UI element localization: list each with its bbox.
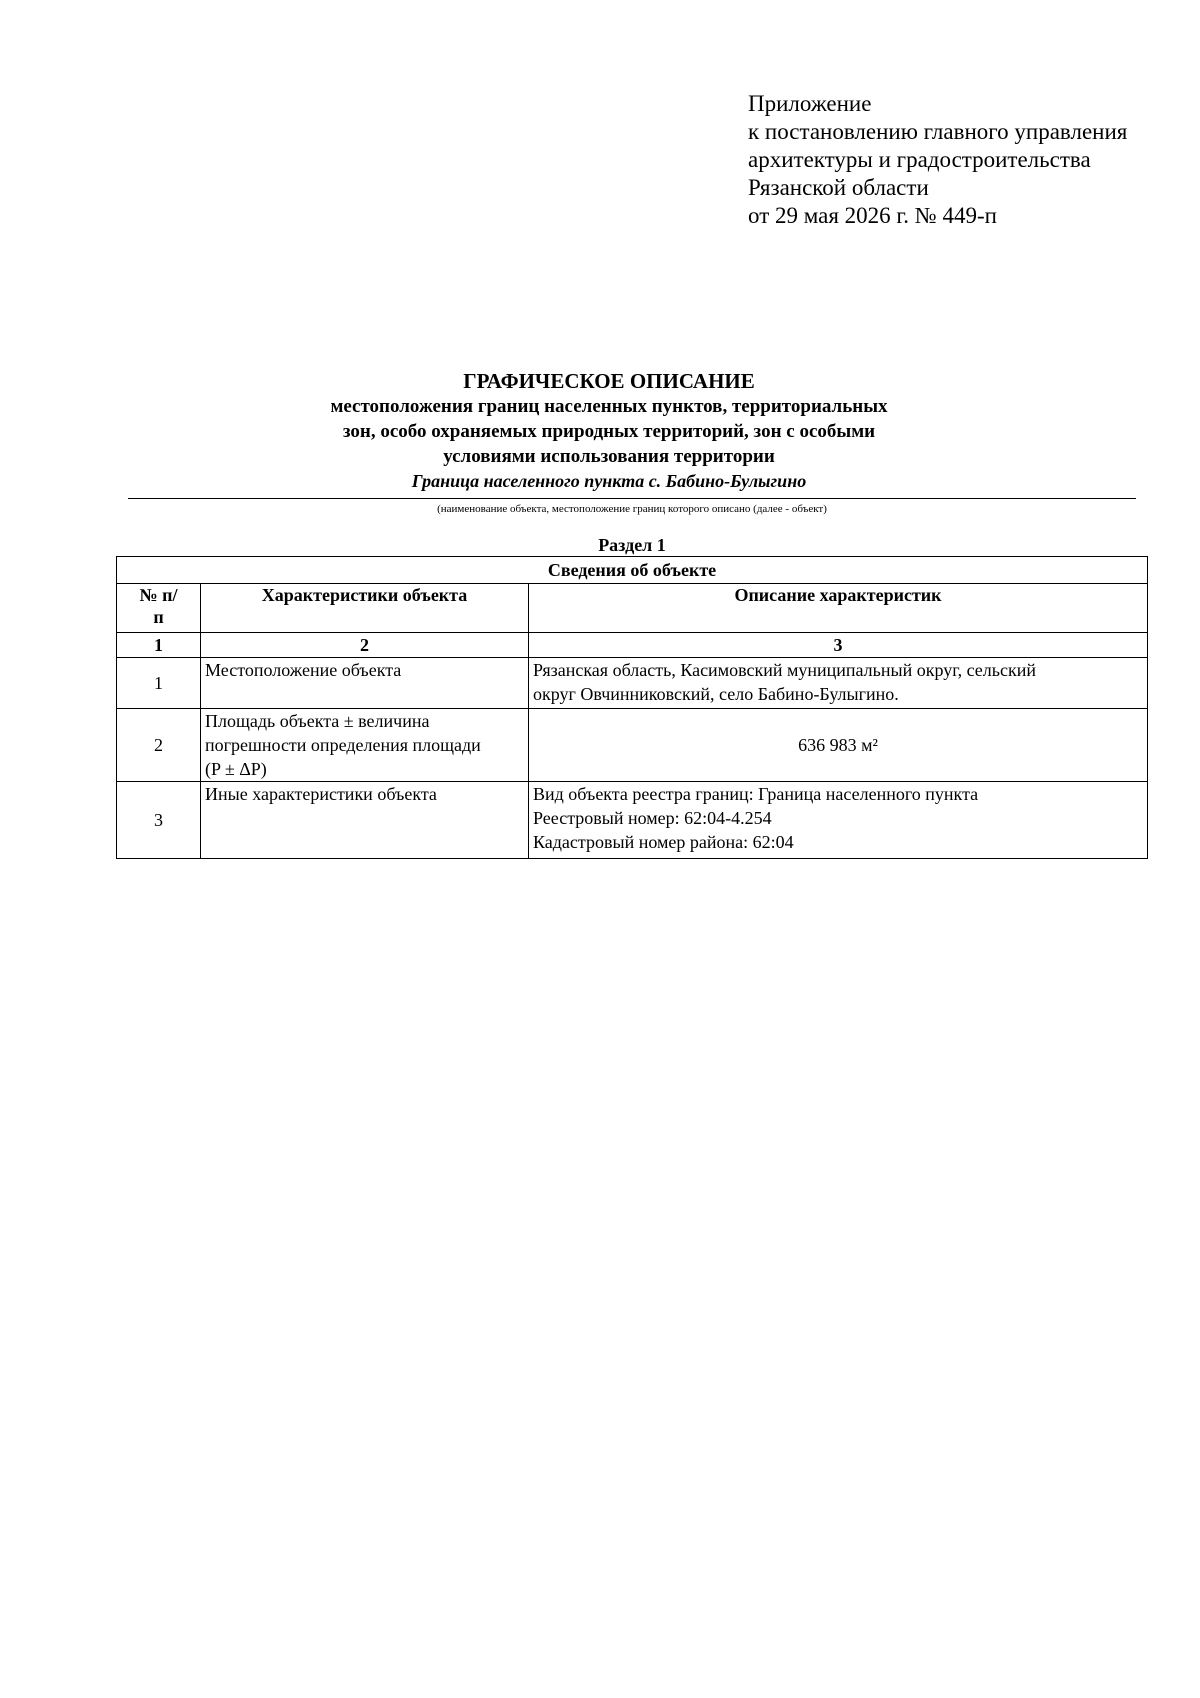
appendix-line: Приложение [748, 91, 872, 116]
document-subtitle-line: местоположения границ населенных пунктов, территориальных [330, 396, 888, 417]
appendix-line: к постановлению главного управления [748, 119, 1128, 144]
header-characteristics: Характеристики объекта [201, 584, 529, 633]
appendix-date-line: от 29 мая 2026 г. № 449-п [748, 203, 997, 228]
column-number: 2 [201, 633, 529, 658]
document-subtitle-line: условиями использования территории [443, 446, 775, 467]
row-number: 1 [117, 658, 201, 709]
table-caption: Сведения об объекте [117, 557, 1148, 584]
document-title: ГРАФИЧЕСКОЕ ОПИСАНИЕ [463, 369, 755, 393]
row-description [529, 658, 1148, 709]
description-line: Кадастровый номер района: 62:04 [533, 832, 794, 852]
row-characteristic: Иные характеристики объекта [201, 782, 529, 859]
characteristic-line: погрешности определения площади [205, 735, 481, 755]
table-row [117, 658, 1148, 709]
appendix-line: архитектуры и градостроительства [748, 147, 1091, 172]
appendix-line: Рязанской области [748, 175, 929, 200]
row-characteristic [201, 709, 529, 782]
description-line: округ Овчинниковский, село Бабино-Булыгино. [533, 684, 899, 704]
object-name-underline [128, 498, 1136, 499]
description-line: Рязанская область, Касимовский муниципальный округ, сельский [533, 660, 1036, 680]
header-num [117, 584, 201, 633]
object-info-table [116, 556, 1148, 859]
column-number: 1 [117, 633, 201, 658]
document-title-block [118, 368, 1100, 492]
row-characteristic: Местоположение объекта [201, 658, 529, 709]
description-line: Вид объекта реестра границ: Граница населенного пункта [533, 784, 979, 804]
row-description-area: 636 983 м² [529, 709, 1148, 782]
description-line: Реестровый номер: 62:04-4.254 [533, 808, 772, 828]
characteristic-line: Площадь объекта ± величина [205, 711, 430, 731]
object-name-caption: (наименование объекта, местоположение границ которого описано (далее - объект) [437, 503, 827, 515]
table-row [117, 782, 1148, 859]
header-num-label: № п/п [139, 585, 178, 627]
object-name: Граница населенного пункта с. Бабино-Булыгино [411, 471, 807, 491]
row-number: 2 [117, 709, 201, 782]
column-number: 3 [529, 633, 1148, 658]
section-title: Раздел 1 [598, 535, 666, 555]
table-header-row [117, 584, 1148, 633]
header-description: Описание характеристик [529, 584, 1148, 633]
appendix-header [748, 90, 1127, 230]
row-number: 3 [117, 782, 201, 859]
column-number-row [117, 633, 1148, 658]
characteristic-line: (P ± ΔP) [205, 759, 267, 779]
document-subtitle-line: зон, особо охраняемых природных территорий, зон с особыми [342, 421, 876, 442]
table-row [117, 709, 1148, 782]
row-description [529, 782, 1148, 859]
